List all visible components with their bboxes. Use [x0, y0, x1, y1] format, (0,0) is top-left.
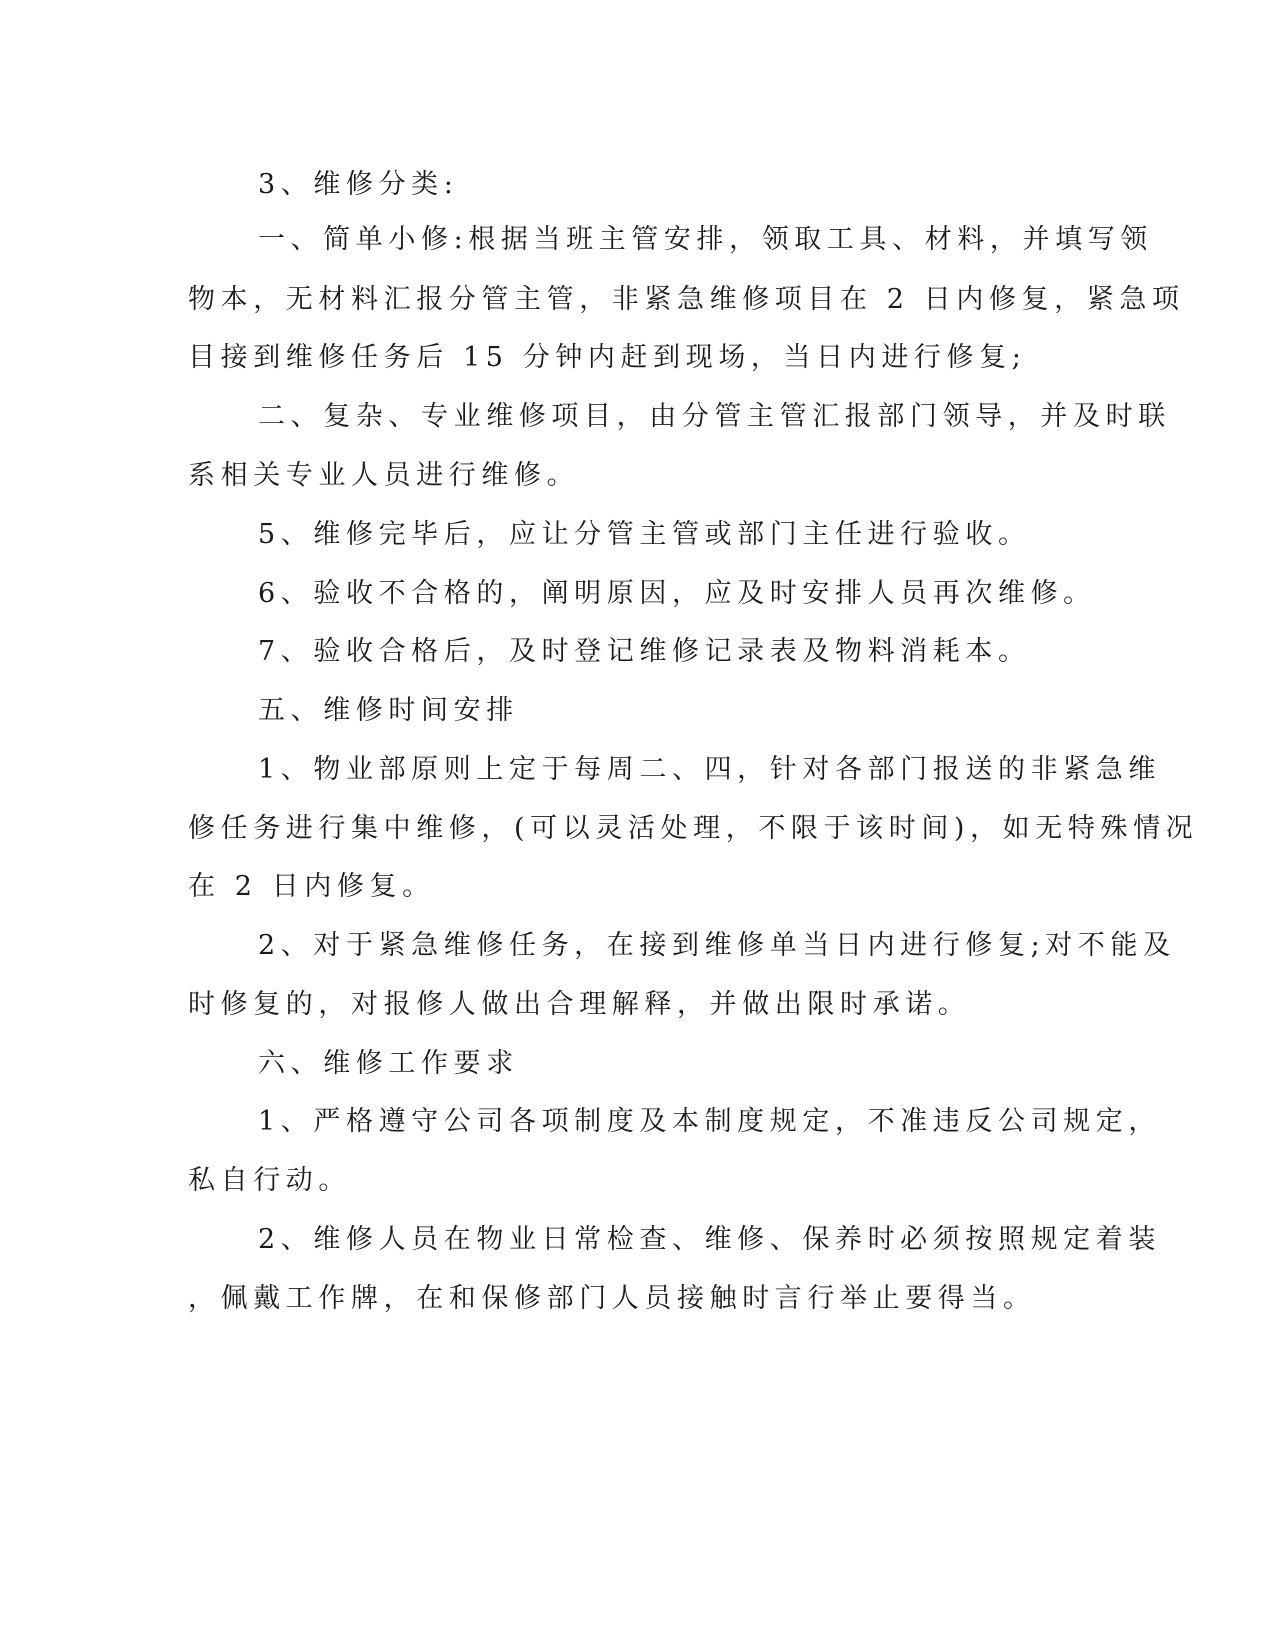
text-line: 二、复杂、专业维修项目，由分管主管汇报部门领导，并及时联 [258, 401, 1171, 432]
text-line: 私自行动。 [188, 1165, 351, 1196]
text-line: ，佩戴工作牌，在和保修部门人员接触时言行举止要得当。 [188, 1283, 1036, 1314]
text-line: 5、维修完毕后，应让分管主管或部门主任进行验收。 [258, 519, 1031, 550]
text-line: 3、维修分类: [258, 169, 459, 200]
text-line: 7、验收合格后，及时登记维修记录表及物料消耗本。 [258, 636, 1031, 667]
section-heading: 六、维修工作要求 [258, 1048, 519, 1079]
text-line: 6、验收不合格的，阐明原因，应及时安排人员再次维修。 [258, 578, 1096, 609]
text-line: 修任务进行集中维修，(可以灵活处理，不限于该时间)，如无特殊情况 [188, 813, 1199, 844]
text-line: 在 2 日内修复。 [188, 871, 435, 902]
text-line: 1、物业部原则上定于每周二、四，针对各部门报送的非紧急维 [258, 754, 1161, 785]
text-line: 物本，无材料汇报分管主管，非紧急维修项目在 2 日内修复，紧急项 [188, 284, 1185, 315]
text-line: 一、简单小修:根据当班主管安排，领取工具、材料，并填写领 [258, 224, 1153, 255]
text-line: 2、对于紧急维修任务，在接到维修单当日内进行修复;对不能及 [258, 930, 1176, 961]
section-heading: 五、维修时间安排 [258, 695, 519, 726]
text-line: 1、严格遵守公司各项制度及本制度规定，不准违反公司规定， [258, 1106, 1161, 1137]
text-line: 时修复的，对报修人做出合理解释，并做出限时承诺。 [188, 989, 971, 1020]
text-line: 系相关专业人员进行维修。 [188, 460, 580, 491]
text-line: 2、维修人员在物业日常检查、维修、保养时必须按照规定着装 [258, 1224, 1161, 1255]
text-line: 目接到维修任务后 15 分钟内赶到现场，当日内进行修复; [188, 342, 1027, 373]
